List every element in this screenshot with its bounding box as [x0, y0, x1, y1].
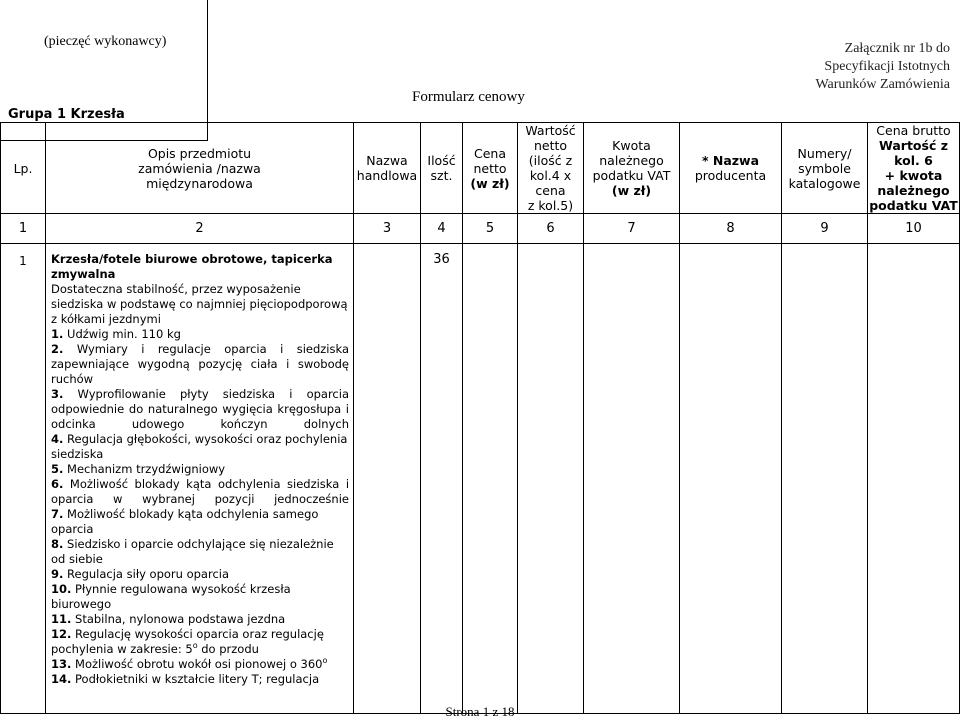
spec-item: 6. Możliwość blokady kąta odchylenia siedziska i oparcia w wybranej pozycji jednocześnie [51, 477, 350, 506]
cell-cena-brutto[interactable] [868, 244, 960, 714]
spec-item: 10. Płynnie regulowana wysokość krzesła biurowego [51, 582, 291, 611]
header-cena-netto: Cena netto (w zł) [463, 123, 518, 214]
row-lp: 1 [1, 244, 46, 714]
spec-item: 8. Siedzisko i oparcie odchylające się niezależnie od siebie [51, 537, 334, 566]
cell-cena-netto[interactable] [463, 244, 518, 714]
product-title: Krzesła/fotele biurowe obrotowe, tapicerka zmywalna [51, 252, 333, 281]
header-lp: Lp. [1, 123, 46, 214]
col-number: 3 [354, 214, 421, 244]
header-cena-brutto: Cena brutto Wartość z kol. 6 + kwota należnego podatku VAT [869, 123, 958, 213]
col-number: 5 [463, 214, 518, 244]
spec-item: 9. Regulacja siły oporu oparcia [51, 567, 230, 581]
spec-item: 3. Wyprofilowanie płyty siedziska i oparcia odpowiednie do naturalnego wygięcia kręgosłupa i odcinka udowego kończyn dolnych [51, 387, 349, 431]
spec-item: 13. Możliwość obrotu wokół osi pionowej o 360$^o$ [51, 656, 328, 671]
header-opis: Opis przedmiotu zamówienia /nazwa międzynarodowa [46, 123, 354, 214]
col-number: 6 [518, 214, 584, 244]
col-number: 4 [421, 214, 463, 244]
header-kwota-vat: Kwota należnego podatku VAT (w zł) [584, 123, 680, 214]
header-ilosc: Ilość szt. [421, 123, 463, 214]
page-footer: Strona 1 z 18 [445, 704, 515, 719]
price-table [0, 122, 960, 714]
spec-item: 4. Regulacja głębokości, wysokości oraz pochylenia siedziska [51, 432, 348, 461]
spec-item: 7. Możliwość blokady kąta odchylenia samego oparcia [51, 507, 319, 536]
column-number-row [1, 214, 960, 244]
header-nazwa-handlowa: Nazwa handlowa [354, 123, 421, 214]
spec-item: 14. Podłokietniki w kształcie litery T; regulacja [51, 672, 320, 686]
cell-quantity: 36 [421, 244, 463, 714]
col-number: 2 [46, 214, 354, 244]
cell-kwota-vat[interactable] [584, 244, 680, 714]
spec-item: 11. Stabilna, nylonowa podstawa jezdna [51, 612, 286, 626]
header-numery-katalogowe: Numery/ symbole katalogowe [782, 123, 868, 214]
spec-item: 12. Regulację wysokości oparcia oraz regulację pochylenia w zakresie: 5$^o$ do przodu [51, 627, 324, 656]
col-number: 10 [868, 214, 960, 244]
col-number: 1 [1, 214, 46, 244]
cell-wartosc-netto[interactable] [518, 244, 584, 714]
product-description [46, 244, 354, 714]
spec-item: 2. Wymiary i regulacje oparcia i siedziska zapewniające wygodną pozycję ciała i swobodę ruchów [51, 342, 349, 386]
product-intro: Dostateczna stabilność, przez wyposażenie siedziska w podstawę co najmniej pięciopodporową z kółkami jezdnymi [51, 282, 348, 326]
header-wartosc-netto: Wartość netto (ilość z kol.4 x cena z kol.5) [518, 123, 584, 214]
col-number: 9 [782, 214, 868, 244]
col-number: 7 [584, 214, 680, 244]
col-number: 8 [680, 214, 782, 244]
cell-numery-katalogowe[interactable] [782, 244, 868, 714]
table-row [1, 244, 960, 714]
header-producent: * Nazwa producenta [680, 123, 782, 214]
annex-note: Załącznik nr 1b do Specyfikacji Istotnych Warunków Zamówienia [815, 41, 950, 92]
spec-item: 5. Mechanizm trzydźwigniowy [51, 462, 226, 476]
form-title: Formularz cenowy [412, 89, 525, 105]
header-row [1, 123, 960, 214]
group-title: Grupa 1 Krzesła [8, 107, 125, 122]
cell-producent[interactable] [680, 244, 782, 714]
cell-nazwa-handlowa[interactable] [354, 244, 421, 714]
spec-item: 1. Udźwig min. 110 kg [51, 327, 181, 341]
stamp-label: (pieczęć wykonawcy) [44, 34, 167, 49]
